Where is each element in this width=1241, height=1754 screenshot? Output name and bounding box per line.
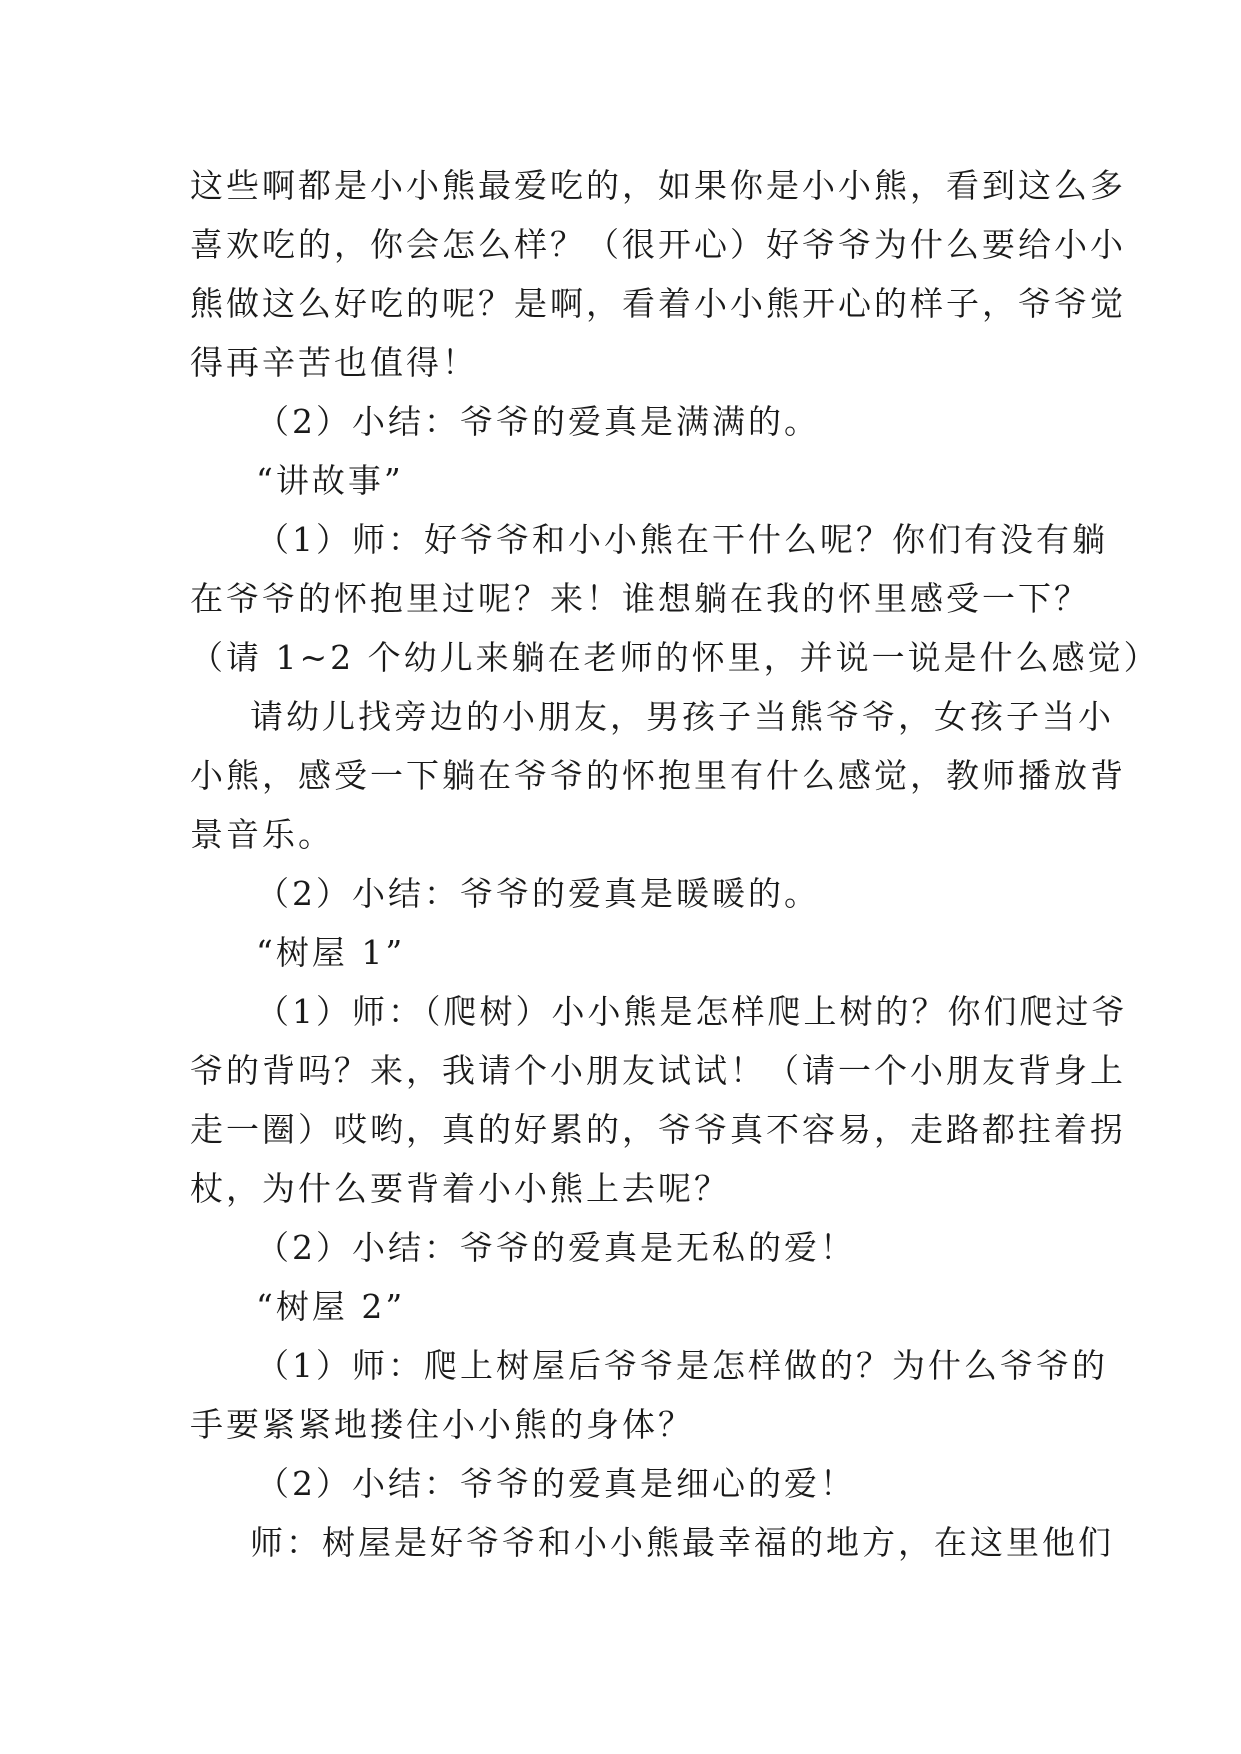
text-line: （1）师：（爬树）小小熊是怎样爬上树的？你们爬过爷 [256,992,1128,1031]
section-heading: “树屋 2” [256,1287,406,1326]
text-line: （1）师：爬上树屋后爷爷是怎样做的？为什么爷爷的 [256,1346,1108,1385]
text-line: 请幼儿找旁边的小朋友，男孩子当熊爷爷，女孩子当小 [250,697,1114,736]
text-line: 景音乐。 [190,815,334,854]
text-line: 喜欢吃的，你会怎么样？（很开心）好爷爷为什么要给小小 [190,225,1126,264]
text-line: 得再辛苦也值得！ [190,343,478,382]
document-body [190,156,1160,1572]
text-line: 杖，为什么要背着小小熊上去呢？ [190,1169,730,1208]
summary-line: （2）小结：爷爷的爱真是细心的爱！ [256,1464,856,1503]
section-heading: “讲故事” [256,461,404,500]
summary-line: （2）小结：爷爷的爱真是无私的爱！ [256,1228,856,1267]
text-line: 手要紧紧地搂住小小熊的身体？ [190,1405,694,1444]
text-line: 走一圈）哎哟，真的好累的，爷爷真不容易，走路都拄着拐 [190,1110,1126,1149]
text-line: 在爷爷的怀抱里过呢？来！谁想躺在我的怀里感受一下？ [190,579,1090,618]
summary-line: （2）小结：爷爷的爱真是满满的。 [256,402,820,441]
summary-line: （2）小结：爷爷的爱真是暖暖的。 [256,874,820,913]
text-line: 熊做这么好吃的呢？是啊，看着小小熊开心的样子，爷爷觉 [190,284,1126,323]
section-heading: “树屋 1” [256,933,406,972]
text-line: 这些啊都是小小熊最爱吃的，如果你是小小熊，看到这么多 [190,166,1126,205]
text-line: （请 1~2 个幼儿来躺在老师的怀里，并说一说是什么感觉） [190,638,1160,677]
text-line: 爷的背吗？来，我请个小朋友试试！（请一个小朋友背身上 [190,1051,1126,1090]
text-line: 小熊，感受一下躺在爷爷的怀抱里有什么感觉，教师播放背 [190,756,1126,795]
text-line: 师：树屋是好爷爷和小小熊最幸福的地方，在这里他们 [250,1523,1114,1562]
text-line: （1）师：好爷爷和小小熊在干什么呢？你们有没有躺 [256,520,1108,559]
